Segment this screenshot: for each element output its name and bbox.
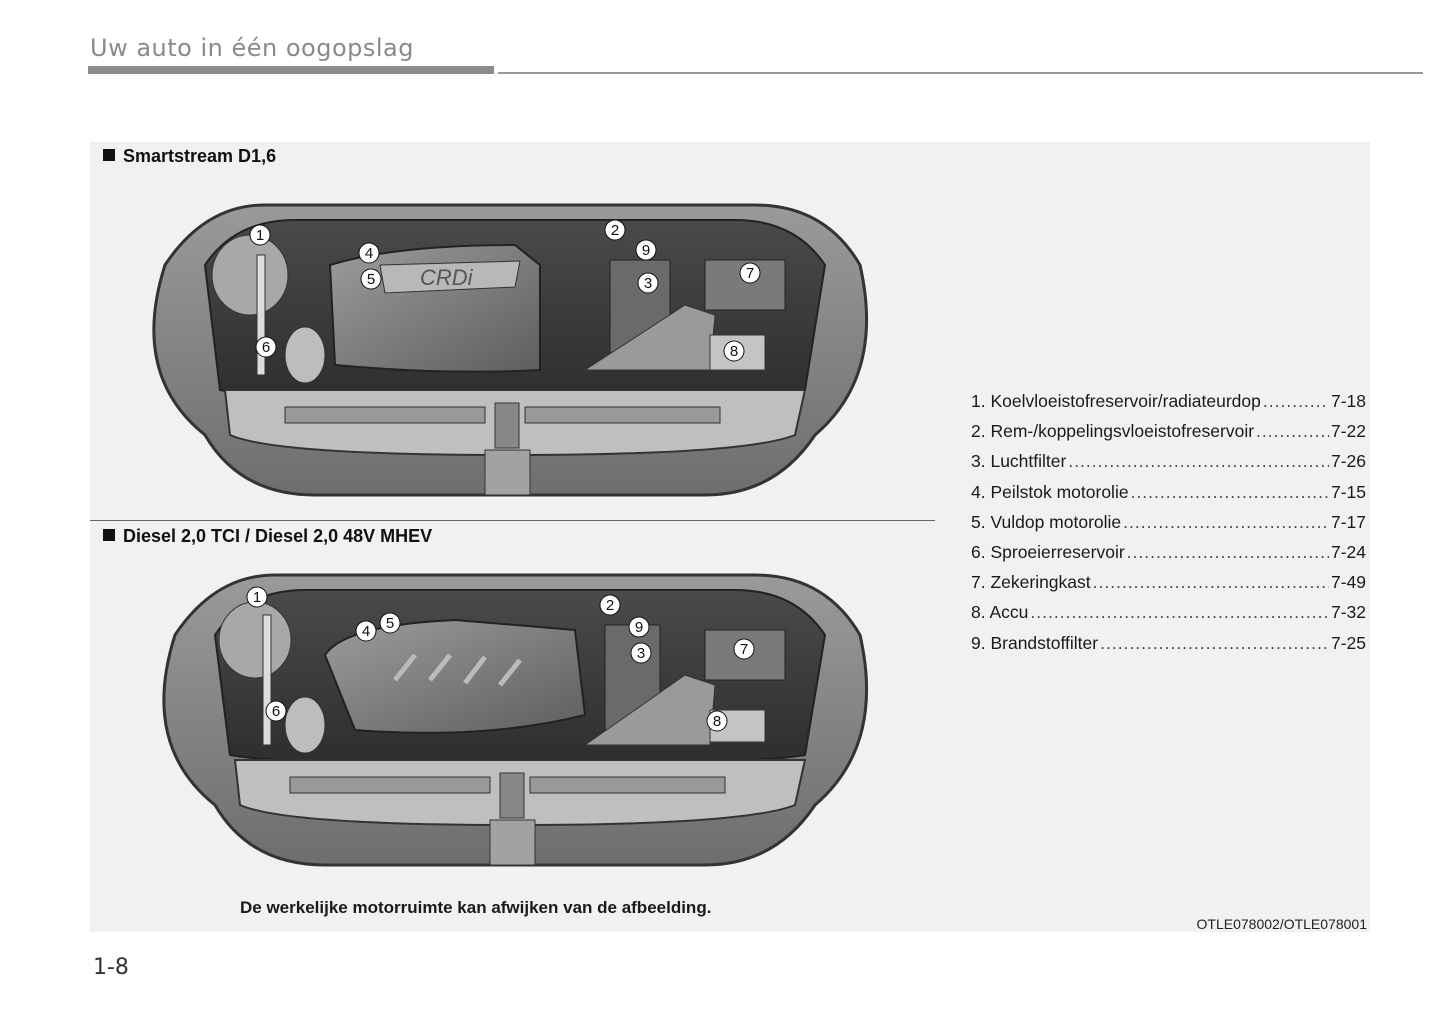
callout-1 <box>250 225 270 245</box>
svg-text:3: 3 <box>643 275 653 292</box>
callout-2 <box>600 595 620 615</box>
svg-text:7: 7 <box>745 265 755 282</box>
part-label: 9. Brandstoffilter <box>971 632 1099 653</box>
part-page: 7-22 <box>1330 421 1366 442</box>
part-page: 7-25 <box>1330 632 1366 653</box>
engine-diagram-smartstream <box>145 195 875 500</box>
svg-text:9: 9 <box>634 619 644 636</box>
leader-dots <box>1093 572 1329 593</box>
section-title-smartstream <box>103 146 276 167</box>
callout-6 <box>266 701 286 721</box>
svg-text:6: 6 <box>261 339 271 356</box>
part-page: 7-17 <box>1330 511 1366 532</box>
list-item <box>971 542 1366 572</box>
image-code: OTLE078002/OTLE078001 <box>1196 916 1367 932</box>
leader-dots <box>1123 512 1329 533</box>
engine-cover-text: CRDi <box>420 265 473 290</box>
parts-list <box>971 391 1366 663</box>
svg-text:7: 7 <box>739 641 749 658</box>
svg-text:2: 2 <box>610 222 620 239</box>
callout-7 <box>740 263 760 283</box>
part-label: 5. Vuldop motorolie <box>971 511 1122 532</box>
callout-7 <box>734 639 754 659</box>
svg-text:3: 3 <box>636 645 646 662</box>
section-divider <box>90 520 935 521</box>
part-label: 7. Zekeringkast <box>971 572 1091 593</box>
svg-text:5: 5 <box>385 615 395 632</box>
callout-3 <box>631 643 651 663</box>
part-page: 7-49 <box>1330 572 1366 593</box>
header-rule <box>498 72 1423 74</box>
part-label: 2. Rem-/koppelingsvloeistofreservoir <box>971 421 1255 442</box>
bullet-square-icon <box>103 149 115 161</box>
part-page: 7-15 <box>1330 481 1366 502</box>
part-page: 7-26 <box>1330 451 1366 472</box>
section-title-text: Diesel 2,0 TCI / Diesel 2,0 48V MHEV <box>123 526 433 546</box>
part-label: 1. Koelvloeistofreservoir/radiateurdop <box>971 391 1261 411</box>
page-number: 1-8 <box>93 955 129 980</box>
list-item <box>971 572 1366 602</box>
svg-text:8: 8 <box>712 713 722 730</box>
leader-dots <box>1256 421 1329 442</box>
callout-6 <box>256 337 276 357</box>
svg-text:4: 4 <box>364 245 374 262</box>
svg-text:5: 5 <box>366 271 376 288</box>
part-label: 8. Accu <box>971 602 1029 623</box>
list-item <box>971 512 1366 542</box>
part-page: 7-32 <box>1330 602 1366 623</box>
svg-text:9: 9 <box>641 242 651 259</box>
part-label: 6. Sproeierreservoir <box>971 541 1125 562</box>
svg-text:1: 1 <box>255 227 265 244</box>
svg-text:8: 8 <box>729 343 739 360</box>
callout-5 <box>380 613 400 633</box>
leader-dots <box>1030 602 1329 623</box>
callout-9 <box>636 240 656 260</box>
page-header-title: Uw auto in één oogopslag <box>90 34 414 62</box>
svg-text:6: 6 <box>271 703 281 720</box>
figure-caption: De werkelijke motorruimte kan afwijken van de afbeelding. <box>240 898 712 917</box>
list-item <box>971 451 1366 481</box>
list-item <box>971 633 1366 663</box>
part-label: 3. Luchtfilter <box>971 451 1067 472</box>
callout-3 <box>638 273 658 293</box>
callout-5 <box>361 269 381 289</box>
callout-4 <box>359 243 379 263</box>
list-item <box>971 421 1366 451</box>
callout-2 <box>605 220 625 240</box>
part-page: 7-24 <box>1330 541 1366 562</box>
leader-dots <box>1263 391 1329 412</box>
part-page: 7-18 <box>1330 391 1366 411</box>
callout-1 <box>247 587 267 607</box>
svg-text:4: 4 <box>361 623 371 640</box>
part-label: 4. Peilstok motorolie <box>971 481 1129 502</box>
leader-dots <box>1068 451 1329 472</box>
callout-4 <box>356 621 376 641</box>
engine-diagram-diesel <box>155 565 875 870</box>
callout-8 <box>707 711 727 731</box>
svg-text:2: 2 <box>605 597 615 614</box>
list-item <box>971 391 1366 421</box>
list-item <box>971 602 1366 632</box>
leader-dots <box>1127 542 1329 563</box>
bullet-square-icon <box>103 529 115 541</box>
section-title-diesel <box>103 526 432 547</box>
svg-text:1: 1 <box>252 589 262 606</box>
leader-dots <box>1131 482 1329 503</box>
callout-9 <box>629 617 649 637</box>
callout-8 <box>724 341 744 361</box>
header-bar <box>88 66 494 74</box>
leader-dots <box>1100 633 1329 654</box>
list-item <box>971 482 1366 512</box>
section-title-text: Smartstream D1,6 <box>123 146 277 166</box>
